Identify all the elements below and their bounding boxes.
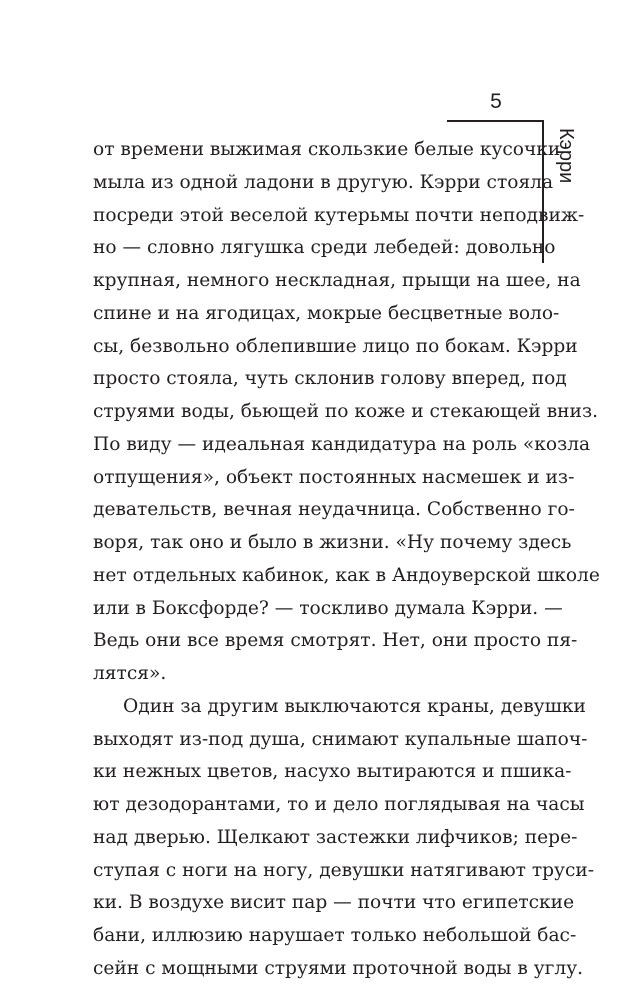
text-line: сейн с мощными струями проточной воды в углу. bbox=[93, 957, 584, 979]
text-line: просто стояла, чуть склонив голову вперед, под bbox=[93, 368, 567, 390]
text-line: посреди этой веселой кутерьмы почти неподвиж- bbox=[93, 204, 585, 226]
running-title: Кэрри bbox=[555, 128, 577, 184]
text-line: но — словно лягушка среди лебедей: довольно bbox=[93, 237, 556, 259]
page-number: 5 bbox=[490, 90, 502, 113]
text-line: спине и на ягодицах, мокрые бесцветные воло- bbox=[93, 302, 560, 324]
text-line: выходят из-под душа, снимают купальные шапоч- bbox=[93, 728, 588, 750]
text-line: ступая с ноги на ногу, девушки натягивают труси- bbox=[93, 859, 595, 881]
text-line: лятся». bbox=[93, 663, 167, 684]
text-line: от времени выжимая скользкие белые кусочки bbox=[93, 139, 561, 160]
text-line: воря, так оно и было в жизни. «Ну почему здесь bbox=[93, 532, 572, 553]
header-horizontal-rule bbox=[447, 120, 544, 122]
text-line: Ведь они все время смотрят. Нет, они просто пя- bbox=[93, 630, 578, 652]
text-line: над дверью. Щелкают застежки лифчиков; пере- bbox=[93, 826, 578, 848]
text-line: сы, безвольно облепившие лицо по бокам. Кэрри bbox=[93, 335, 578, 357]
text-line: Один за другим выключаются краны, девушки bbox=[123, 695, 586, 717]
text-line: девательств, вечная неудачница. Собственно го- bbox=[93, 499, 575, 521]
text-line: струями воды, бьющей по коже и стекающей вниз. bbox=[93, 401, 599, 422]
text-line: ки. В воздухе висит пар — почти что египетские bbox=[93, 892, 575, 914]
text-line: ют дезодорантами, то и дело поглядывая на часы bbox=[93, 794, 585, 815]
text-line: крупная, немного нескладная, прыщи на шее, на bbox=[93, 270, 581, 291]
text-line: По виду — идеальная кандидатура на роль «козла bbox=[93, 433, 591, 455]
body-text bbox=[93, 136, 600, 988]
text-line: или в Боксфорде? — тоскливо думала Кэрри. — bbox=[93, 597, 563, 619]
text-line: нет отдельных кабинок, как в Андоуверской школе bbox=[93, 564, 600, 586]
text-line: отпущения», объект постоянных насмешек и из- bbox=[93, 466, 575, 488]
text-line: ки нежных цветов, насухо вытираются и пшика- bbox=[93, 761, 572, 783]
text-line: мыла из одной ладони в другую. Кэрри стояла bbox=[93, 171, 554, 193]
text-line: бани, иллюзию нарушает только небольшой бас- bbox=[93, 925, 577, 946]
